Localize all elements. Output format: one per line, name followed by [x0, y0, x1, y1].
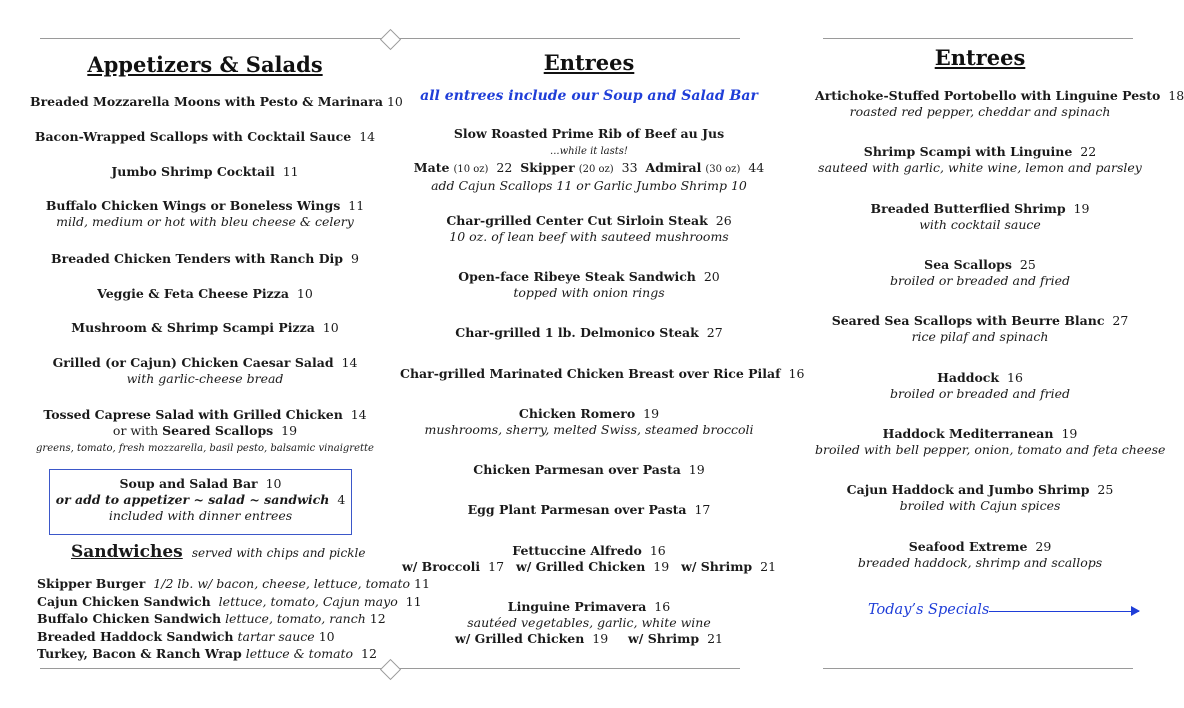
menu-item: Seared Sea Scallops with Beurre Blanc 27 rice pilaf and spinach — [831, 313, 1129, 344]
bottom-diamond-ornament — [380, 659, 401, 680]
menu-item: Char-grilled Marinated Chicken Breast over Rice Pilaf 16 — [400, 366, 805, 381]
fettuccine-item: Fettuccine Alfredo 16 w/ Broccoli 17 w/ Grilled Chicken 19 w/ Shrimp 21 — [401, 543, 777, 574]
sandwich-item: Skipper Burger 1/2 lb. w/ bacon, cheese, lettuce, tomato 11 — [37, 576, 430, 591]
menu-item: Grilled (or Cajun) Chicken Caesar Salad 14 with garlic-cheese bread — [52, 355, 358, 386]
menu-item: Breaded Chicken Tenders with Ranch Dip 9 — [51, 251, 359, 266]
top-diamond-ornament — [380, 29, 401, 50]
menu-item: Open-face Ribeye Steak Sandwich 20 topped with onion rings — [458, 269, 720, 300]
todays-specials-link[interactable]: Today’s Specials — [868, 602, 990, 618]
top-rule-right — [823, 38, 1133, 39]
sandwiches-heading: Sandwiches served with chips and pickle — [71, 542, 366, 562]
entrees-heading-2: Entrees — [934, 45, 1026, 70]
menu-item: Seafood Extreme 29 breaded haddock, shrimp and scallops — [857, 539, 1103, 570]
appetizers-heading: Appetizers & Salads — [87, 52, 323, 77]
specials-arrow-line — [989, 611, 1139, 612]
menu-item: Chicken Parmesan over Pasta 19 — [473, 462, 705, 477]
sandwich-item: Breaded Haddock Sandwich tartar sauce 10 — [37, 629, 335, 644]
menu-item: Breaded Butterflied Shrimp 19 with cocktail sauce — [870, 201, 1090, 232]
menu-item: Jumbo Shrimp Cocktail 11 — [111, 164, 299, 179]
sandwich-item: Buffalo Chicken Sandwich lettuce, tomato, ranch 12 — [37, 611, 386, 626]
menu-item: Haddock Mediterranean 19 broiled with bell pepper, onion, tomato and feta cheese — [815, 426, 1166, 457]
menu-item: Chicken Romero 19 mushrooms, sherry, melted Swiss, steamed broccoli — [424, 406, 754, 437]
menu-item: Sea Scallops 25 broiled or breaded and fried — [889, 257, 1071, 288]
menu-item: Tossed Caprese Salad with Grilled Chicken 14 or with Seared Scallops 19 greens, tomato, fresh mozzarella, basil pesto, balsamic vinaigrette — [36, 407, 374, 454]
entrees-tagline: all entrees include our Soup and Salad Bar — [420, 88, 758, 104]
arrow-right-icon — [1131, 606, 1140, 616]
soup-salad-bar-box: Soup and Salad Bar 10 or add to appetizer ~ salad ~ sandwich 4 included with dinner entrees — [49, 469, 352, 535]
menu-item: Veggie & Feta Cheese Pizza 10 — [97, 286, 313, 301]
sandwich-item: Turkey, Bacon & Ranch Wrap lettuce & tomato 12 — [37, 646, 377, 661]
menu-item: Bacon-Wrapped Scallops with Cocktail Sauce 14 — [34, 129, 376, 144]
bottom-rule-right — [823, 668, 1133, 669]
menu-item: Mushroom & Shrimp Scampi Pizza 10 — [71, 320, 339, 335]
prime-rib-item: Slow Roasted Prime Rib of Beef au Jus ...while it lasts! Mate (10 oz) 22 Skipper (20 oz) 33 Admiral (30 oz) 44 add Cajun Scallops 11 or Garlic Jumbo Shrimp 10 — [413, 126, 765, 193]
menu-item: Cajun Haddock and Jumbo Shrimp 25 broiled with Cajun spices — [846, 482, 1114, 513]
menu-item: Char-grilled Center Cut Sirloin Steak 26 10 oz. of lean beef with sauteed mushrooms — [446, 213, 732, 244]
menu-item: Buffalo Chicken Wings or Boneless Wings 11 mild, medium or hot with bleu cheese & celery — [45, 198, 365, 229]
menu-item: Egg Plant Parmesan over Pasta 17 — [467, 502, 711, 517]
menu-item: Haddock 16 broiled or breaded and fried — [889, 370, 1071, 401]
menu-item: Artichoke-Stuffed Portobello with Linguine Pesto 18 roasted red pepper, cheddar and spinach — [815, 88, 1184, 119]
sandwich-item: Cajun Chicken Sandwich lettuce, tomato, Cajun mayo 11 — [37, 594, 422, 609]
menu-item: Char-grilled 1 lb. Delmonico Steak 27 — [455, 325, 723, 340]
menu-item: Shrimp Scampi with Linguine 22 sauteed with garlic, white wine, lemon and parsley — [818, 144, 1142, 175]
primavera-item: Linguine Primavera 16 sautéed vegetables, garlic, white wine w/ Grilled Chicken 19 w/ Shrimp 21 — [454, 599, 723, 646]
menu-item: Breaded Mozzarella Moons with Pesto & Marinara 10 — [30, 94, 403, 109]
entrees-heading-1: Entrees — [543, 50, 635, 75]
